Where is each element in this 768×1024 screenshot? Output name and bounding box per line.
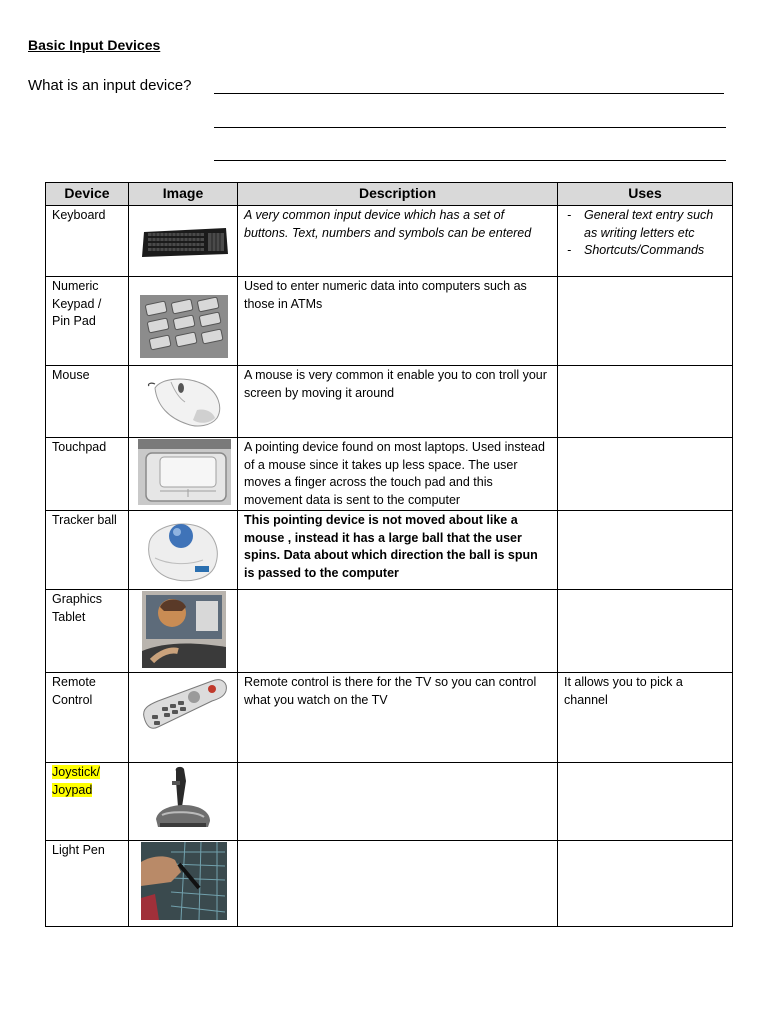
device-name: Numeric Keypad / Pin Pad <box>46 277 129 366</box>
worksheet-title: Basic Input Devices <box>28 37 161 53</box>
header-image: Image <box>129 183 238 206</box>
device-name <box>46 763 129 841</box>
device-image-cell <box>129 366 238 438</box>
device-uses <box>558 590 733 673</box>
device-name: Graphics Tablet <box>46 590 129 673</box>
device-name: Touchpad <box>46 438 129 511</box>
device-uses <box>558 511 733 590</box>
table-header-row <box>46 183 733 206</box>
header-uses: Uses <box>558 183 733 206</box>
device-image-cell <box>129 673 238 763</box>
trackball-icon <box>137 514 223 586</box>
device-image-cell <box>129 277 238 366</box>
device-image-cell <box>129 763 238 841</box>
question-text: What is an input device? <box>28 77 192 94</box>
device-description <box>238 763 558 841</box>
table-row <box>46 366 733 438</box>
header-description: Description <box>238 183 558 206</box>
touchpad-icon <box>138 439 231 505</box>
keypad-icon <box>140 295 228 358</box>
list-item: - Shortcuts/Commands <box>564 242 726 260</box>
table-row <box>46 763 733 841</box>
table-row <box>46 206 733 277</box>
device-description: Used to enter numeric data into computers such as those in ATMs <box>238 277 558 366</box>
device-uses <box>558 763 733 841</box>
device-image-cell <box>129 841 238 927</box>
mouse-icon <box>141 374 225 430</box>
table-row <box>46 277 733 366</box>
table-row <box>46 438 733 511</box>
device-uses <box>558 206 733 277</box>
device-uses: It allows you to pick a channel <box>558 673 733 763</box>
device-image-cell <box>129 511 238 590</box>
table-row <box>46 511 733 590</box>
light-pen-icon <box>141 842 227 920</box>
device-description <box>238 590 558 673</box>
uses-list <box>564 207 726 260</box>
device-uses <box>558 438 733 511</box>
list-item: - General text entry such as writing letters etc <box>564 207 726 242</box>
device-description: This pointing device is not moved about like a mouse , instead it has a large ball that the user spins. Data about which direction the ball is spun is passed to the computer <box>238 511 558 590</box>
device-image-cell <box>129 590 238 673</box>
device-name: Keyboard <box>46 206 129 277</box>
answer-line-1[interactable] <box>214 93 724 94</box>
answer-line-2[interactable] <box>214 127 726 128</box>
remote-control-icon <box>138 677 230 735</box>
device-uses <box>558 366 733 438</box>
device-description: A pointing device found on most laptops. Used instead of a mouse since it takes up less space. The user moves a finger across the touch pad and this movement data is sent to the computer <box>238 438 558 511</box>
device-name: Tracker ball <box>46 511 129 590</box>
highlighted-device-name: Joystick/ Joypad <box>52 765 100 797</box>
device-description: A very common input device which has a set of buttons. Text, numbers and symbols can be entered <box>238 206 558 277</box>
device-description: A mouse is very common it enable you to con troll your screen by moving it around <box>238 366 558 438</box>
header-device: Device <box>46 183 129 206</box>
device-name: Light Pen <box>46 841 129 927</box>
device-description: Remote control is there for the TV so you can control what you watch on the TV <box>238 673 558 763</box>
answer-line-3[interactable] <box>214 160 726 161</box>
device-image-cell <box>129 206 238 277</box>
device-image-cell <box>129 438 238 511</box>
device-name: Remote Control <box>46 673 129 763</box>
device-name: Mouse <box>46 366 129 438</box>
keyboard-icon <box>140 224 230 260</box>
device-uses <box>558 841 733 927</box>
device-description <box>238 841 558 927</box>
table-row <box>46 590 733 673</box>
device-uses <box>558 277 733 366</box>
graphics-tablet-icon <box>142 591 226 668</box>
input-devices-table <box>45 182 733 927</box>
table-row <box>46 673 733 763</box>
joystick-icon <box>152 765 214 835</box>
table-row <box>46 841 733 927</box>
